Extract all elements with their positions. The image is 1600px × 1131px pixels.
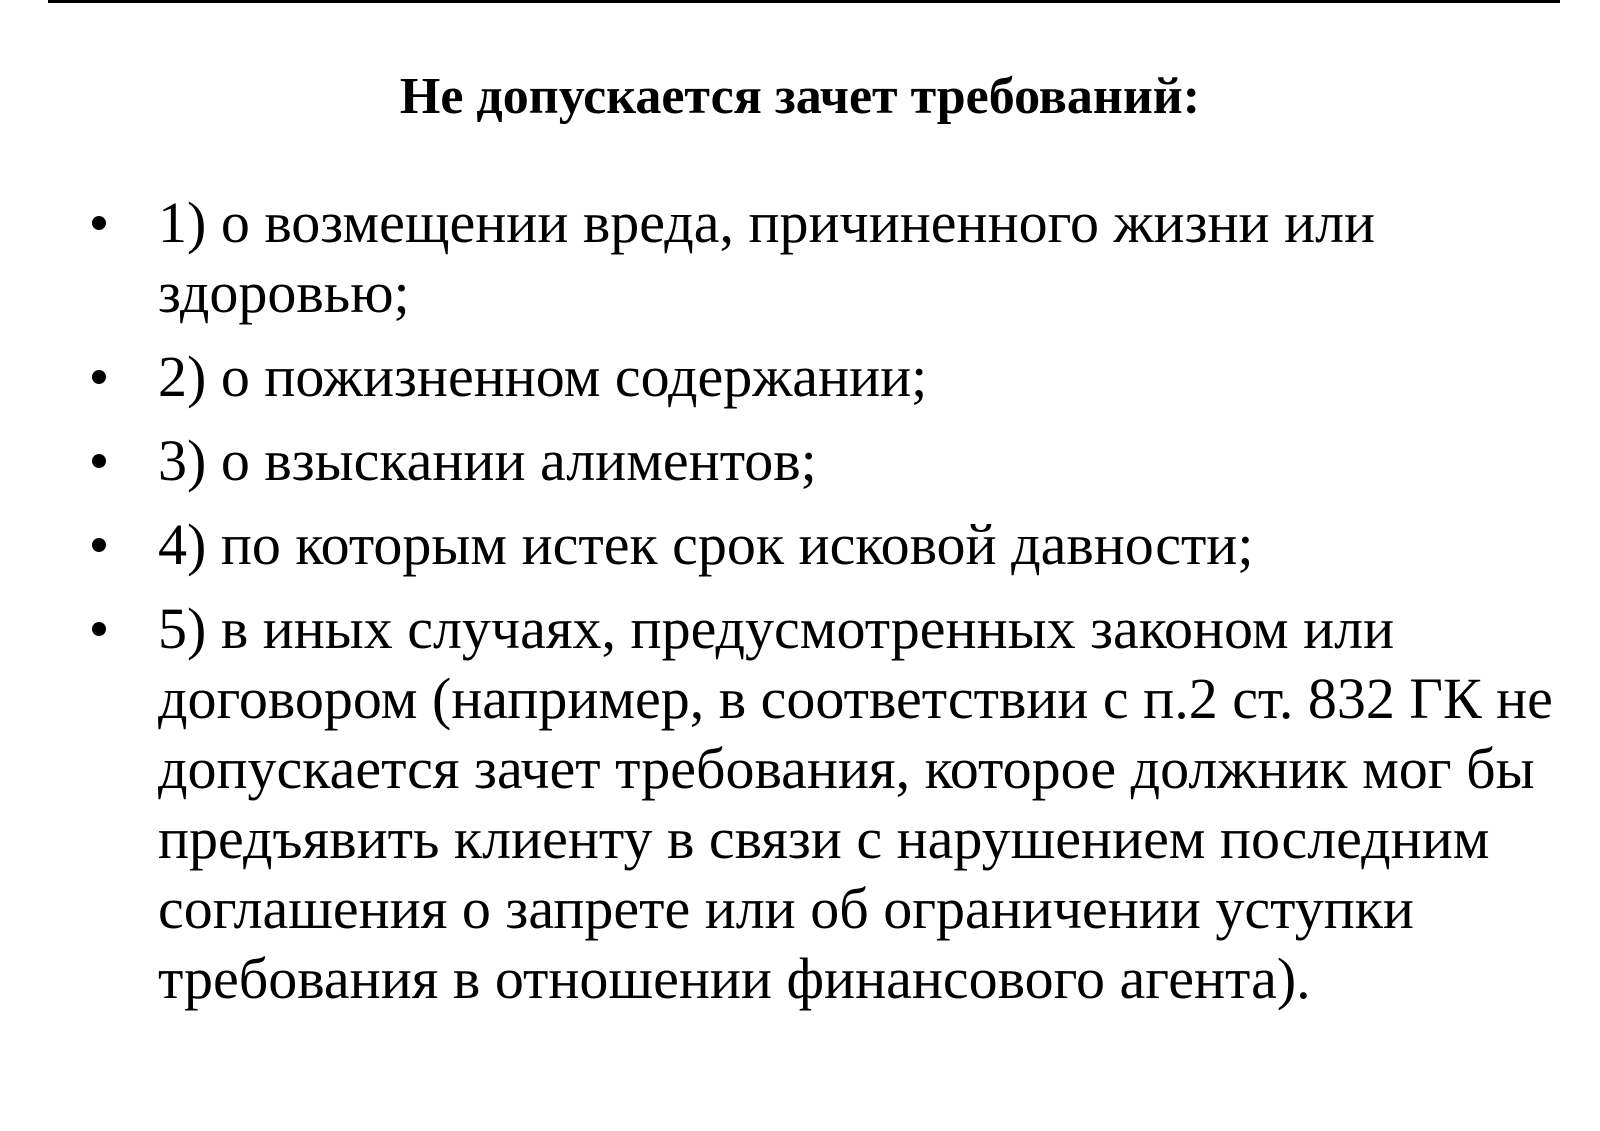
list-item bbox=[92, 510, 1572, 580]
bullet-list bbox=[92, 188, 1572, 1028]
list-item bbox=[92, 342, 1572, 412]
bullet-icon bbox=[92, 454, 106, 468]
list-item-text: 1) о возмещении вреда, причиненного жизни или здоровью; bbox=[158, 190, 1376, 325]
list-item-text: 2) о пожизненном содержании; bbox=[158, 344, 928, 409]
list-item-text: 4) по которым истек срок исковой давности; bbox=[158, 512, 1254, 577]
list-item-text: 3) о взыскании алиментов; bbox=[158, 428, 817, 493]
list-item bbox=[92, 426, 1572, 496]
slide-title: Не допускается зачет требований: bbox=[399, 68, 1201, 125]
bullet-icon bbox=[92, 538, 106, 552]
bullet-icon bbox=[92, 370, 106, 384]
bullet-icon bbox=[92, 622, 106, 636]
list-item bbox=[92, 594, 1572, 1014]
bullet-icon bbox=[92, 216, 106, 230]
list-item bbox=[92, 188, 1572, 328]
top-divider bbox=[48, 0, 1560, 3]
list-item-text: 5) в иных случаях, предусмотренных законом или договором (например, в соответствии с п.2 ст. 832 ГК не допускается зачет требования, которое должник мог бы предъявить клиенту в связи с нарушением последним соглашения о запрете или об ограничении уступки требования в отношении финансового агента). bbox=[158, 596, 1553, 1011]
